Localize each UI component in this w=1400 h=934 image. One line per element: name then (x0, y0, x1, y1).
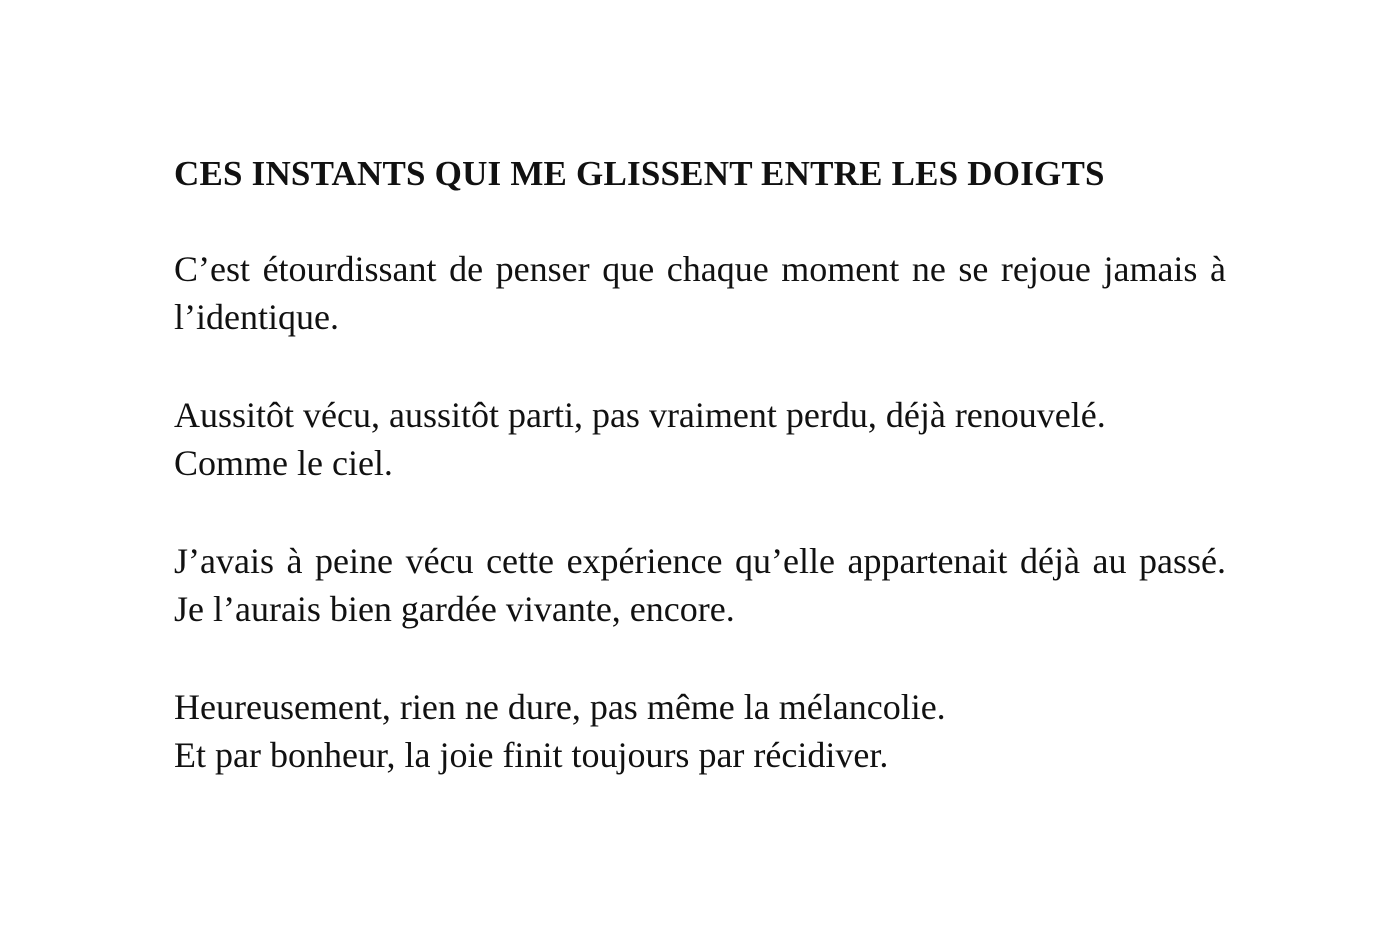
paragraph-4 (174, 683, 1226, 779)
paragraph-2-line-1: Aussitôt vécu, aussitôt parti, pas vraiment perdu, déjà renouvelé. (174, 395, 1106, 435)
paragraph-1: C’est étourdissant de penser que chaque moment ne se rejoue jamais à l’identique. (174, 249, 1226, 337)
paragraph-3: J’avais à peine vécu cette expérience qu’elle appartenait déjà au passé. Je l’aurais bien gardée vivante, encore. (174, 541, 1226, 629)
paragraph-2-line-2: Comme le ciel. (174, 443, 393, 483)
text-block (174, 150, 1226, 779)
paragraph-2 (174, 391, 1226, 487)
paragraph-4-line-1: Heureusement, rien ne dure, pas même la mélancolie. (174, 687, 946, 727)
page-title: CES INSTANTS QUI ME GLISSENT ENTRE LES DOIGTS (174, 154, 1105, 193)
paragraph-4-line-2: Et par bonheur, la joie finit toujours par récidiver. (174, 735, 889, 775)
